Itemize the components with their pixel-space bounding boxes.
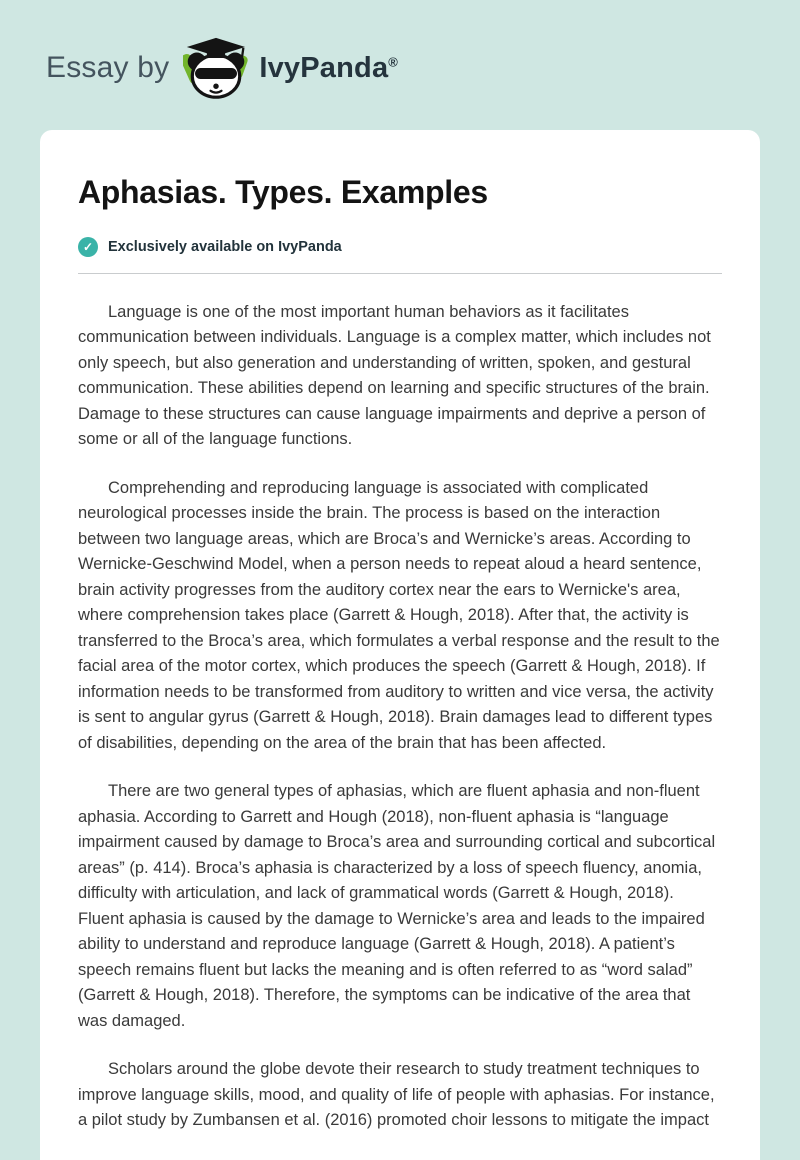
essay-card [40,130,760,1160]
badge-label: Exclusively available on IvyPanda [108,238,342,255]
brand-text: IvyPanda [259,51,389,84]
essay-paragraph: Comprehending and reproducing language is associated with complicated neurological processes inside the brain. The process is based on the interaction between two language areas, which are Broca’s and Wernicke’s areas. According to Wernicke-Geschwind Model, when a person needs to repeat aloud a heard sentence, brain activity progresses from the auditory cortex near the ears to Wernicke's area, where comprehension takes place (Garrett & Hough, 2018). After that, the activity is transferred to the Broca’s area, which formulates a verbal response and the result to the facial area of the motor cortex, which produces the speech (Garrett & Hough, 2018). If information needs to be transformed from auditory to written and vice versa, the activity is sent to angular gyrus (Garrett & Hough, 2018). Brain damages lead to different types of disabilities, depending on the area of the brain that has been affected. [78,478,720,752]
essay-paragraph: Scholars around the globe devote their research to study treatment techniques to improve language skills, mood, and quality of life of people with aphasias. For instance, a pilot study by Zumbansen et al. (2016) promoted choir lessons to mitigate the impact [78,1060,715,1130]
availability-badge [78,237,722,257]
essay-body [78,300,722,1134]
divider [78,273,722,274]
panda-graduate-icon [183,37,249,99]
essay-paragraph: There are two general types of aphasias, which are fluent aphasia and non-fluent aphasia. According to Garrett and Hough (2018), non-fluent aphasia is “language impairment caused by damage to Broca’s area and surrounding cortical and subcortical areas” (p. 414). Broca’s aphasia is characterized by a loss of speech fluency, anomia, difficulty with articulation, and lack of grammatical words (Garrett & Hough, 2018). Fluent aphasia is caused by the damage to Wernicke’s area and leads to the impaired ability to understand and reproduce language (Garrett & Hough, 2018). A patient’s speech remains fluent but lacks the meaning and is often referred to as “word salad” (Garrett & Hough, 2018). Therefore, the symptoms can be indicative of the area that was damaged. [78,782,716,1030]
brand-name [259,52,398,85]
essay-by-label: Essay by [46,51,170,84]
page-title: Aphasias. Types. Examples [78,174,488,210]
ivypanda-logo [183,37,398,99]
registered-mark: ® [388,53,399,69]
site-header [0,0,800,100]
check-icon: ✓ [78,237,98,257]
essay-paragraph: Language is one of the most important human behaviors as it facilitates communication between individuals. Language is a complex matter, which includes not only speech, but also generation and understanding of written, spoken, and gestural communication. These abilities depend on learning and specific structures of the brain. Damage to these structures can cause language impairments and deprive a person of some or all of the language functions. [78,302,711,449]
